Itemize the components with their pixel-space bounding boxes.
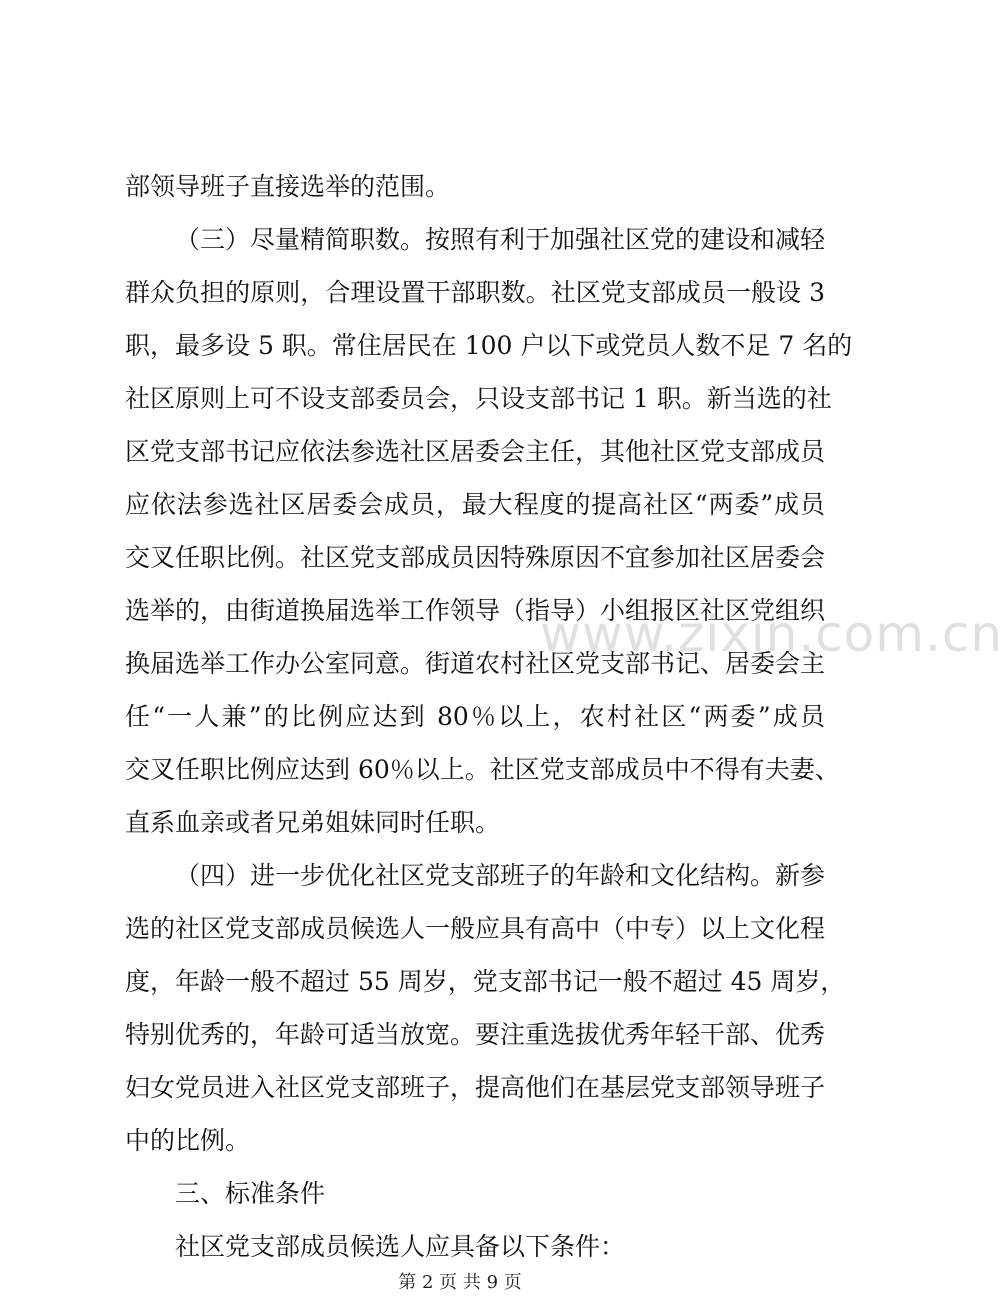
paragraph-line: 直系血亲或者兄弟姐妹同时任职。	[125, 808, 501, 837]
paragraph-line: 选举的，由街道换届选举工作领导（指导）小组报区社区党组织	[125, 596, 826, 625]
paragraph-line: 任“一人兼”的比例应达到 80％以上，农村社区“两委”成员	[125, 702, 825, 731]
page-footer: 第 2 页 共 9 页	[398, 1272, 522, 1293]
paragraph-line: （三）尽量精简职数。按照有利于加强社区党的建设和减轻	[175, 225, 826, 254]
paragraph-line: 职，最多设 5 职。常住居民在 100 户以下或党员人数不足 7 名的	[125, 331, 853, 360]
section-heading: 三、标准条件	[175, 1179, 326, 1208]
paragraph-line: 群众负担的原则，合理设置干部职数。社区党支部成员一般设 3	[125, 278, 825, 307]
paragraph-line: 妇女党员进入社区党支部班子，提高他们在基层党支部领导班子	[125, 1073, 826, 1102]
paragraph-line: 选的社区党支部成员候选人一般应具有高中（中专）以上文化程	[125, 914, 826, 943]
paragraph-line: 区党支部书记应依法参选社区居委会主任，其他社区党支部成员	[125, 437, 826, 466]
paragraph-line: 特别优秀的，年龄可适当放宽。要注重选拔优秀年轻干部、优秀	[125, 1020, 826, 1049]
paragraph-line: 社区原则上可不设支部委员会，只设支部书记 1 职。新当选的社	[125, 384, 832, 413]
paragraph-line: 度，年龄一般不超过 55 周岁，党支部书记一般不超过 45 周岁，	[125, 967, 846, 996]
paragraph-line: 交叉任职比例应达到 60％以上。社区党支部成员中不得有夫妻、	[125, 755, 840, 784]
paragraph-line: 部领导班子直接选举的范围。	[125, 172, 451, 201]
paragraph-line: 社区党支部成员候选人应具备以下条件：	[175, 1232, 626, 1261]
paragraph-line: 应依法参选社区居委会成员，最大程度的提高社区“两委”成员	[125, 490, 825, 519]
paragraph-line: （四）进一步优化社区党支部班子的年龄和文化结构。新参	[175, 861, 826, 890]
paragraph-line: 中的比例。	[125, 1126, 251, 1155]
paragraph-line: 交叉任职比例。社区党支部成员因特殊原因不宜参加社区居委会	[125, 543, 826, 572]
watermark: www.zixin.com.cn	[540, 605, 1003, 663]
paragraph-line: 换届选举工作办公室同意。街道农村社区党支部书记、居委会主	[125, 649, 826, 678]
